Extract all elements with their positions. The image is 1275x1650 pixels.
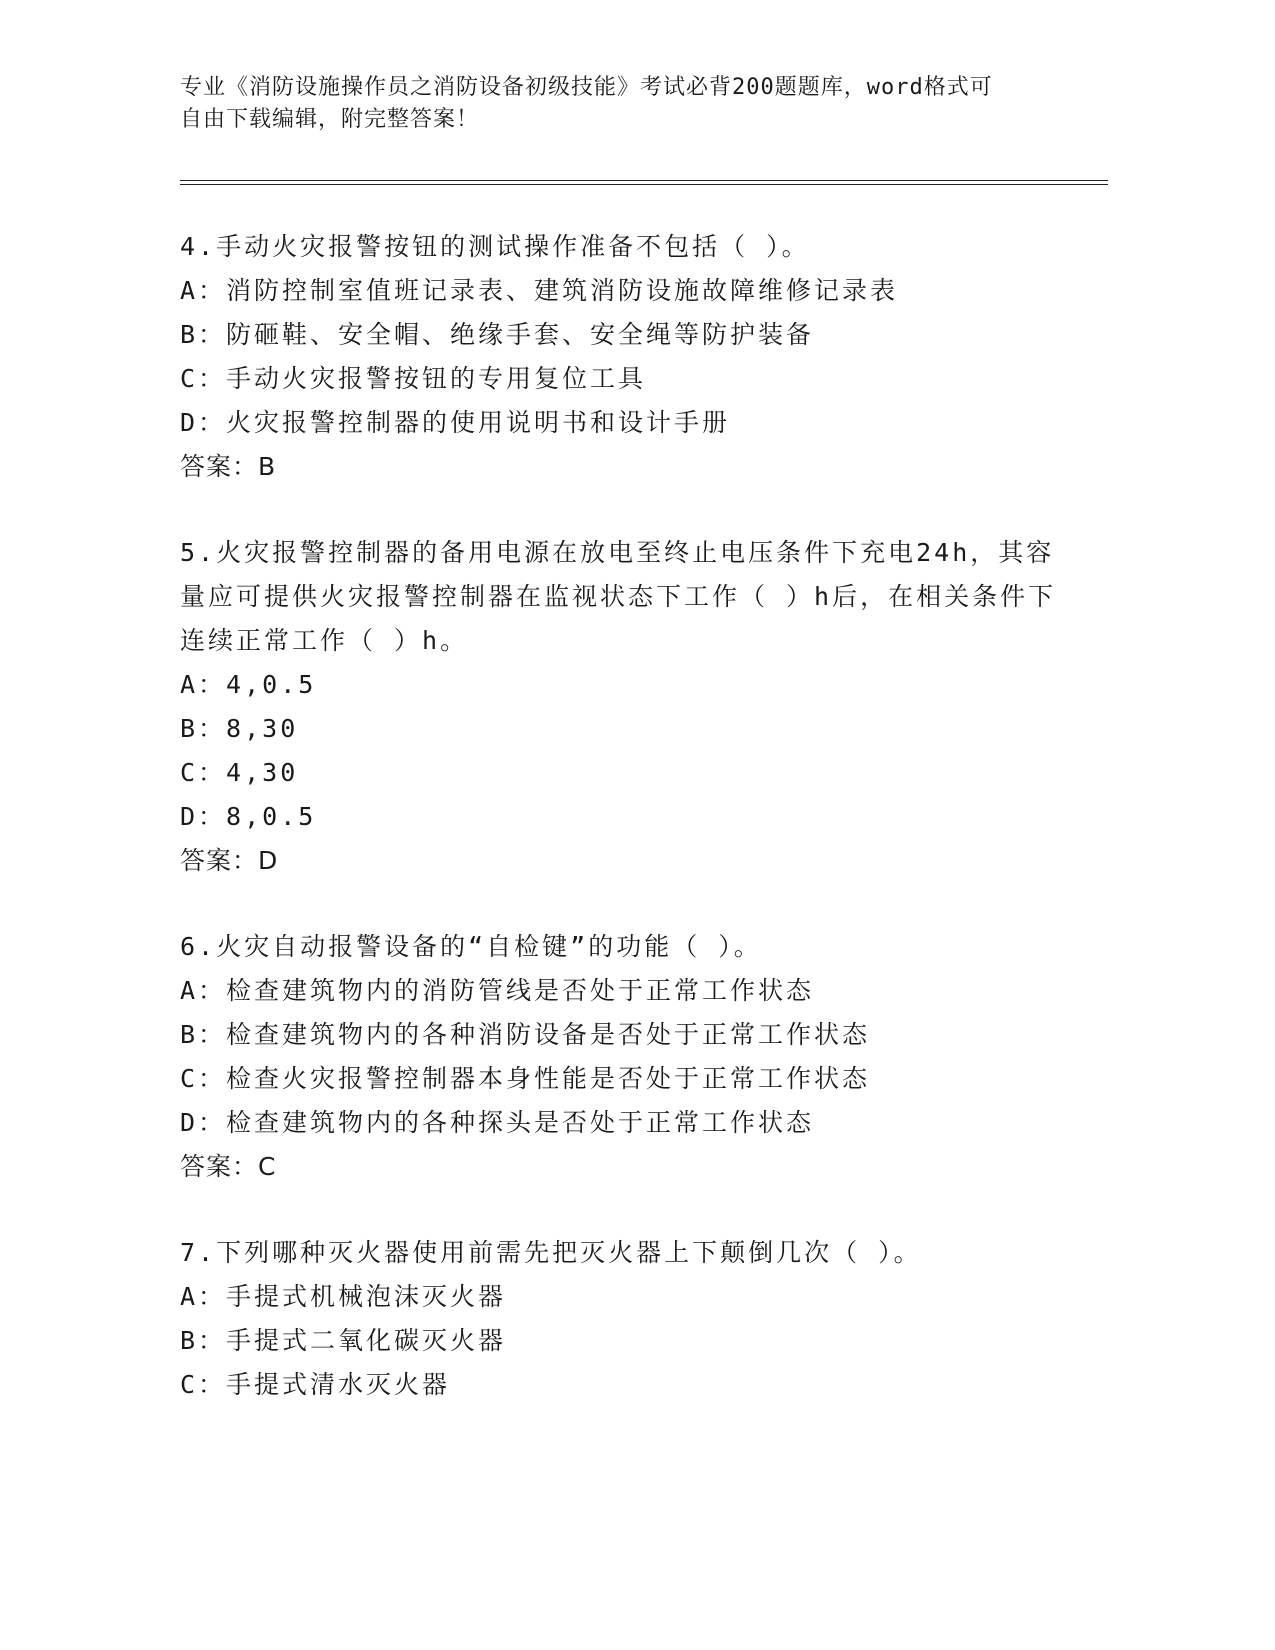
option-d: D：火灾报警控制器的使用说明书和设计手册 [180,408,731,437]
option-a: A：手提式机械泡沫灭火器 [180,1282,507,1311]
answer-line: 答案：C [180,1152,277,1181]
option-a: A：检查建筑物内的消防管线是否处于正常工作状态 [180,976,815,1005]
option-d: D：检查建筑物内的各种探头是否处于正常工作状态 [180,1108,815,1137]
header-line-1: 专业《消防设施操作员之消防设备初级技能》考试必背200题题库，word格式可 [180,75,993,100]
option-b: B：8,30 [180,714,299,743]
question-list [180,225,1080,1407]
option-b: B：检查建筑物内的各种消防设备是否处于正常工作状态 [180,1020,871,1049]
option-a: A：消防控制室值班记录表、建筑消防设施故障维修记录表 [180,276,899,305]
option-d: D：8,0.5 [180,802,317,831]
question-stem: 7.下列哪种灭火器使用前需先把灭火器上下颠倒几次（ ）。 [180,1238,922,1267]
option-a: A：4,0.5 [180,670,317,699]
document-header [180,72,1060,136]
header-divider-top [180,180,1108,181]
question-stem: 4.手动火灾报警按钮的测试操作准备不包括（ ）。 [180,232,810,261]
option-b: B：防砸鞋、安全帽、绝缘手套、安全绳等防护装备 [180,320,815,349]
question-stem: 6.火灾自动报警设备的“自检键”的功能（ ）。 [180,932,762,961]
option-c: C：4,30 [180,758,299,787]
option-c: C：检查火灾报警控制器本身性能是否处于正常工作状态 [180,1064,871,1093]
question-6 [180,925,1080,1189]
option-c: C：手提式清水灭火器 [180,1370,451,1399]
question-4 [180,225,1080,489]
question-stem: 5.火灾报警控制器的备用电源在放电至终止电压条件下充电24h，其容量应可提供火灾报警控制器在监视状态下工作（ ）h后，在相关条件下连续正常工作（ ）h。 [180,538,1057,655]
answer-line: 答案：D [180,846,279,875]
header-divider-bottom [180,184,1108,185]
question-5 [180,531,1080,883]
option-c: C：手动火灾报警按钮的专用复位工具 [180,364,647,393]
header-line-2: 自由下载编辑，附完整答案！ [180,107,480,132]
question-7 [180,1231,1080,1407]
option-b: B：手提式二氧化碳灭火器 [180,1326,507,1355]
answer-line: 答案：B [180,452,277,481]
